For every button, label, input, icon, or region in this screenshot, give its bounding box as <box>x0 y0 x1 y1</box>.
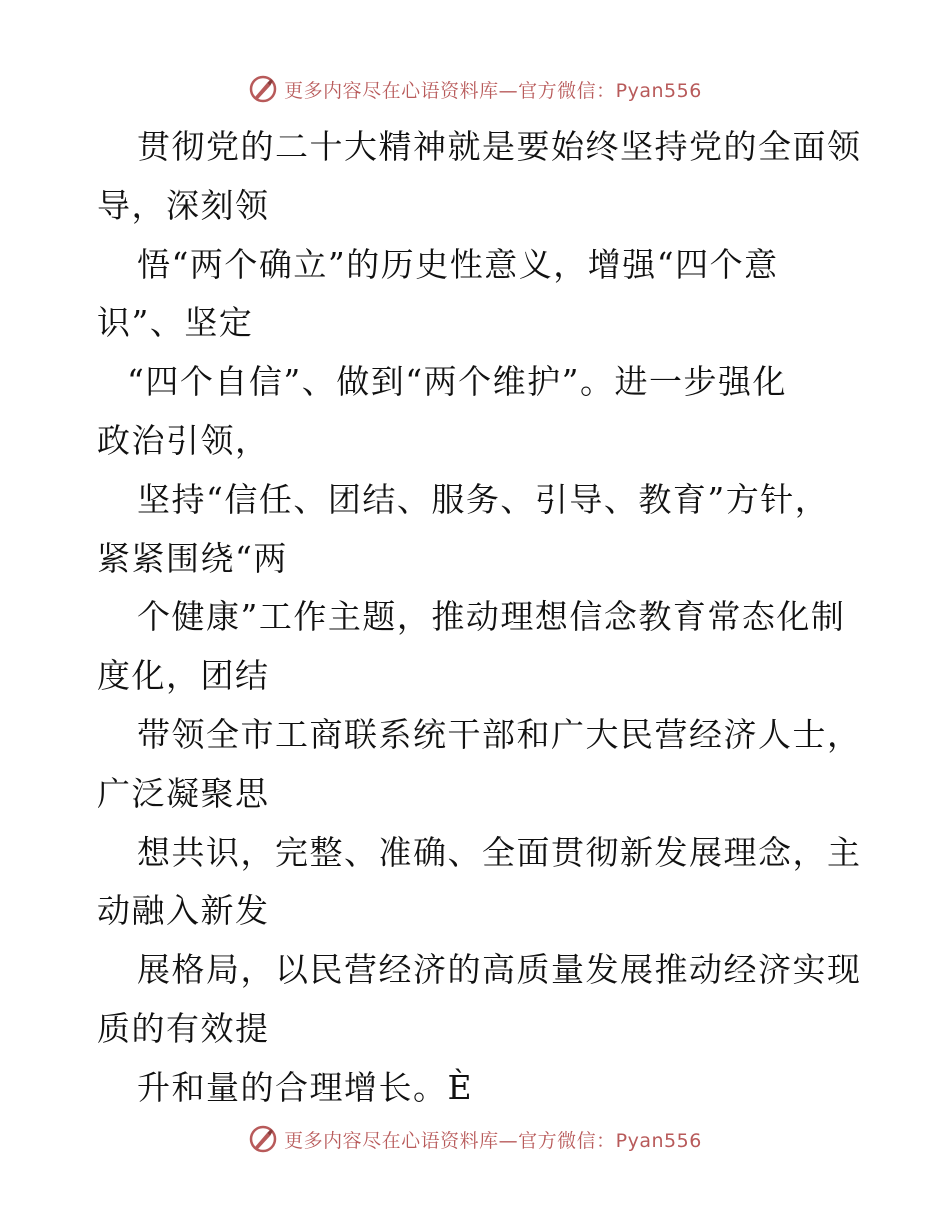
pen-logo-icon <box>248 74 278 104</box>
watermark-text: 更多内容尽在心语资料库—官方微信：Pyan556 <box>284 79 702 102</box>
text-line: 悟“两个确立”的历史性意义，增强“四个意 <box>137 244 779 284</box>
text-line: 导，深刻领 <box>97 185 270 225</box>
document-body <box>97 118 862 1118</box>
text-line: 贯彻党的二十大精神就是要始终坚持党的全面领 <box>137 127 862 166</box>
text-line: “四个自信”、做到“两个维护”。进一步强化 <box>127 362 787 402</box>
text-line: 度化，团结 <box>97 656 270 696</box>
text-line: 展格局，以民营经济的高质量发展推动经济实现 <box>137 950 862 990</box>
header-watermark <box>0 74 950 104</box>
text-line: 政治引领， <box>97 420 270 460</box>
text-line: 动融入新发 <box>97 891 270 931</box>
text-line: 广泛凝聚思 <box>97 773 270 813</box>
text-line: 识”、坚定 <box>97 303 254 343</box>
text-line: 质的有效提 <box>97 1008 270 1048</box>
pen-logo-icon <box>248 1124 278 1154</box>
text-line: 坚持“信任、团结、服务、引导、教育”方针， <box>137 479 830 519</box>
watermark-text: 更多内容尽在心语资料库—官方微信：Pyan556 <box>284 1129 702 1152</box>
text-line: 个健康”工作主题，推动理想信念教育常态化制 <box>137 597 846 637</box>
text-line: 想共识，完整、准确、全面贯彻新发展理念，主 <box>137 832 862 872</box>
footer-watermark <box>0 1124 950 1154</box>
text-line: 带领全市工商联系统干部和广大民营经济人士， <box>137 714 862 754</box>
text-line: 紧紧围绕“两 <box>97 538 288 578</box>
text-line: 升和量的合理增长。È <box>137 1067 474 1107</box>
